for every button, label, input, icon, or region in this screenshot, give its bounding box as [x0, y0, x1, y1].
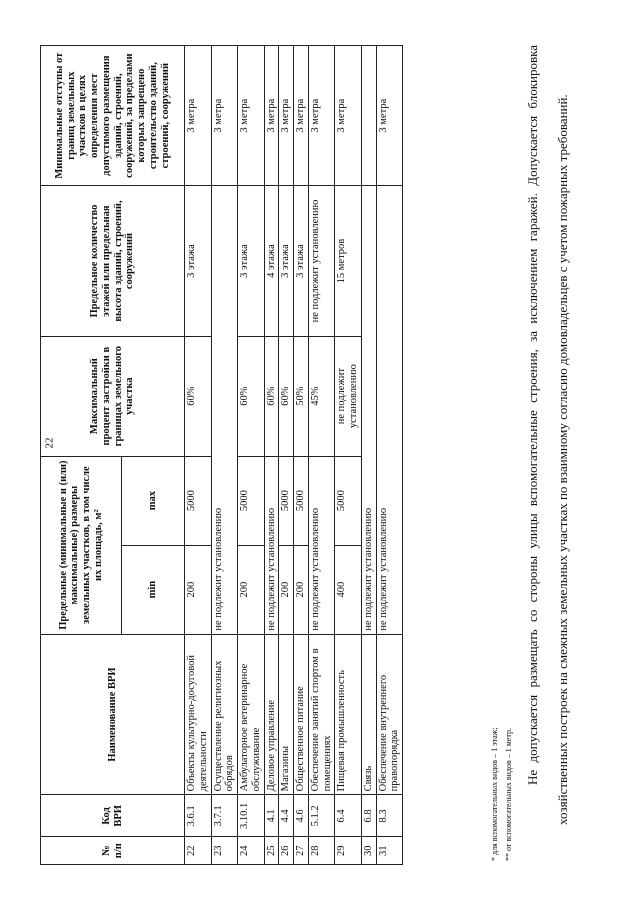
cell-num: 29 [335, 837, 362, 865]
header-size: Предельные (минимальные и (или) максимальные) размеры земельных участков, в том числе их площадь, м² [41, 456, 122, 634]
cell-min: 400 [335, 545, 362, 634]
header-name: Наименование ВРИ [41, 634, 185, 795]
cell-num: 31 [376, 837, 403, 865]
table-row [335, 46, 362, 865]
cell-code: 6.4 [335, 795, 362, 837]
cell-name: Деловое управление [264, 634, 279, 795]
cell-setback: 3 метра [308, 46, 335, 186]
table-row [264, 46, 279, 865]
cell-max: 5000 [279, 456, 294, 545]
table-row [185, 46, 212, 865]
table-row [376, 46, 403, 865]
cell-code: 3.6.1 [185, 795, 212, 837]
header-min: min [122, 545, 185, 634]
cell-name: Связь [361, 634, 376, 795]
cell-percent: не подлежит установлению [335, 336, 362, 456]
header-percent: Максимальный процент застройки в границах земельного участка [41, 336, 185, 456]
cell-name: Обеспечение занятий спортом в помещениях [308, 634, 335, 795]
cell-percent: 60% [279, 336, 294, 456]
cell-setback: 3 метра [264, 46, 279, 186]
cell-floors: 3 этажа [238, 186, 265, 336]
cell-num: 25 [264, 837, 279, 865]
cell-max: 5000 [294, 456, 309, 545]
table-row [308, 46, 335, 865]
regulations-table [40, 45, 403, 865]
cell-name: Амбулаторное ветеринарное обслуживание [238, 634, 265, 795]
cell-floors: 3 этажа [294, 186, 309, 336]
cell-floors: не подлежит установлению [308, 186, 335, 336]
cell-setback: 3 метра [279, 46, 294, 186]
cell-min: 200 [279, 545, 294, 634]
cell-setback: 3 метра [238, 46, 265, 186]
cell-setback: 3 метра [185, 46, 212, 186]
cell-setback [361, 46, 376, 186]
cell-name: Осуществление религиозных обрядов [211, 634, 238, 795]
cell-name: Общественное питание [294, 634, 309, 795]
body-paragraph: Не допускается размещать со стороны улицы вспомогательные строения, за исключением гаражей. Допускается блокировка хозяйственных построек на смежных земельных участках по взаимному согласию домовладельцев с учетом пожарных требований. [525, 45, 570, 825]
cell-percent: 60% [264, 336, 279, 456]
cell-span: не подлежит установлению [308, 456, 335, 634]
header-setback: Минимальные отступы от границ земельных участков в целях определения мест допустимого размещения зданий, строений, сооружений, за пределами которых запрещено строительство зданий, строений, сооружений [41, 46, 185, 186]
cell-name: Магазины [279, 634, 294, 795]
cell-code: 4.4 [279, 795, 294, 837]
footnote-2: ** от вспомогательных видов – 1 метр. [504, 728, 513, 861]
cell-percent: 50% [294, 336, 309, 456]
cell-setback: 3 метра [376, 46, 403, 186]
cell-setback: 3 метра [335, 46, 362, 186]
cell-num: 28 [308, 837, 335, 865]
table-row [238, 46, 265, 865]
cell-code: 3.7.1 [211, 795, 238, 837]
cell-floors: 15 метров [335, 186, 362, 336]
cell-code: 3.10.1 [238, 795, 265, 837]
cell-floors: 4 этажа [264, 186, 279, 336]
cell-percent: 60% [185, 336, 212, 456]
cell-max: 5000 [238, 456, 265, 545]
cell-num: 26 [279, 837, 294, 865]
table-row [361, 46, 376, 865]
page-number: 22 [43, 437, 56, 449]
cell-name: Обеспечение внутреннего правопорядка [376, 634, 403, 795]
cell-code: 5.1.2 [308, 795, 335, 837]
cell-span: не подлежит установлению [361, 186, 376, 634]
cell-num: 22 [185, 837, 212, 865]
cell-floors: 3 этажа [279, 186, 294, 336]
cell-span: не подлежит установлению [264, 456, 279, 634]
cell-percent: 60% [238, 336, 265, 456]
cell-name: Объекты культурно-досуговой деятельности [185, 634, 212, 795]
cell-max: 5000 [185, 456, 212, 545]
cell-min: 200 [238, 545, 265, 634]
cell-name: Пищевая промышленность [335, 634, 362, 795]
cell-setback: 3 метра [294, 46, 309, 186]
cell-num: 23 [211, 837, 238, 865]
cell-span: не подлежит установлению [211, 186, 238, 634]
header-code: Код ВРИ [41, 795, 185, 837]
table-row [294, 46, 309, 865]
cell-code: 4.6 [294, 795, 309, 837]
table-row [279, 46, 294, 865]
cell-num: 27 [294, 837, 309, 865]
header-max: max [122, 456, 185, 545]
cell-num: 30 [361, 837, 376, 865]
header-num: № п/п [41, 837, 185, 865]
cell-min: 200 [185, 545, 212, 634]
cell-percent: 45% [308, 336, 335, 456]
cell-min: 200 [294, 545, 309, 634]
cell-code: 4.1 [264, 795, 279, 837]
cell-code: 8.3 [376, 795, 403, 837]
footnote-1: * для вспомогательных видов – 1 этаж; [490, 727, 499, 861]
cell-code: 6.8 [361, 795, 376, 837]
cell-num: 24 [238, 837, 265, 865]
rotated-page [40, 25, 600, 865]
cell-setback: 3 метра [211, 46, 238, 186]
header-floors: Предельное количество этажей или предельная высота зданий, строений, сооружений [41, 186, 185, 336]
cell-max: 5000 [335, 456, 362, 545]
cell-floors: 3 этажа [185, 186, 212, 336]
cell-span: не подлежит установлению [376, 186, 403, 634]
table-row [211, 46, 238, 865]
